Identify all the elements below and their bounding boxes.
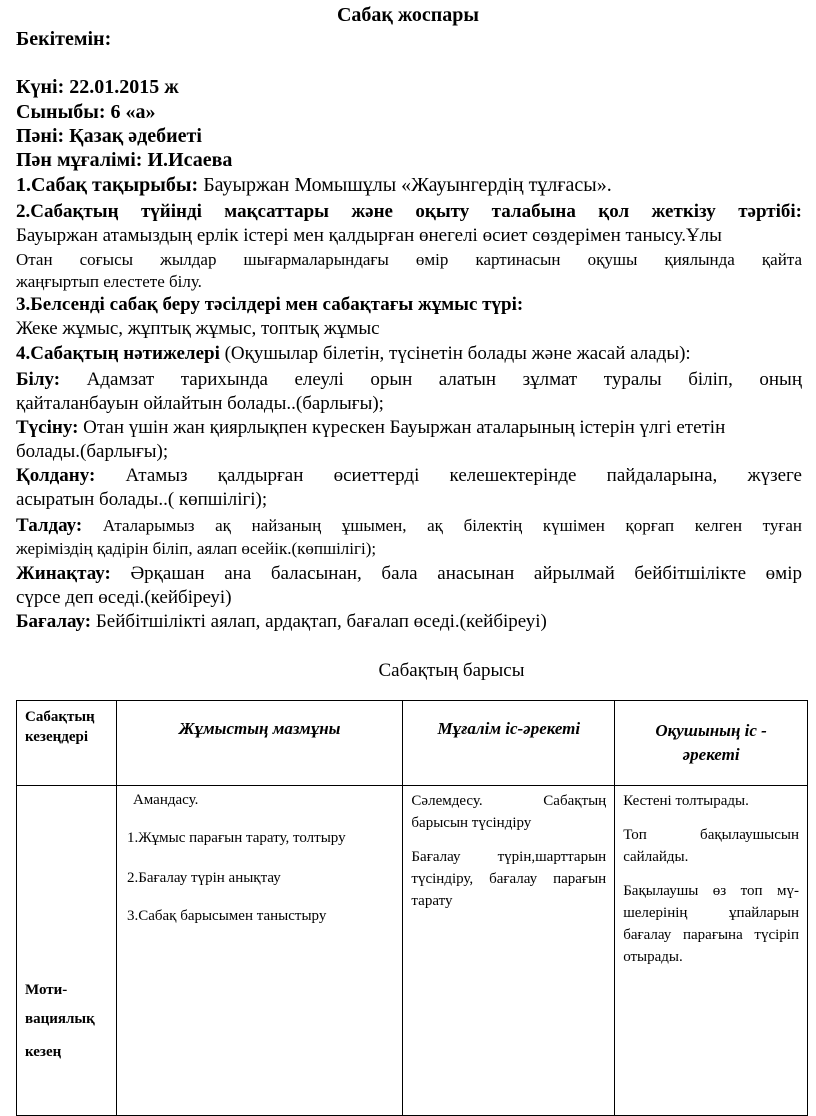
understand-line-1 [16, 417, 802, 439]
table-row [17, 786, 808, 1116]
analyze-line-2: жеріміздің қадірін біліп, аялап өсейік.(көпшілігі); [16, 539, 377, 558]
know-line-1 [16, 369, 802, 391]
results-label: 4.Сабақтың нәтижелері [16, 343, 220, 364]
know-label: Білу: [16, 369, 61, 390]
header-student-cell [615, 701, 808, 786]
synthesize-line-2: сүрсе деп өседі.(кейбіреуі) [16, 587, 232, 608]
goals-line-2: Отан соғысы жылдар шығармаларындағы өмір картинасын оқушы қиялында қайта [16, 250, 802, 269]
content-item: 3.Сабақ барысымен таныстыру [126, 908, 327, 924]
goals-line-1: Бауыржан атамыздың ерлік істері мен қалдырған өнегелі өсиет сөздерімен танысу.Ұлы [16, 225, 722, 246]
apply-line-1 [16, 465, 802, 487]
content-item: 1.Жұмыс парағын тарату, толтыру [126, 830, 346, 846]
goals-label: 2.Сабақтың түйінді мақсаттары және оқыту талабына қол жеткізу тәртібі: [16, 201, 802, 222]
header-teacher-cell [403, 701, 615, 786]
teacher-text-1: Сәлемдесу. Сабақтың барысын түсіндіру [411, 793, 607, 831]
analyze-line-1 [16, 515, 802, 537]
header-content: Жұмыстың мазмұны [178, 719, 341, 738]
results-text: (Оқушылар білетін, түсінетін болады және жасай алады): [219, 343, 691, 364]
content-item: 2.Бағалау түрін анықтау [126, 870, 281, 886]
lesson-subject: Пәні: Қазақ әдебиеті [16, 125, 202, 147]
stage-label [25, 976, 95, 1067]
stage-line-2: вациялық [25, 1011, 95, 1027]
header-content-cell [116, 701, 402, 786]
student-text-2: Топ бақылаушысын сайлайды. [623, 827, 799, 865]
content-item: Амандасу. [132, 792, 199, 808]
header-student-line-1: Оқушының іс - [655, 721, 767, 740]
apply-line-2: асыратын болады..( көпшілігі); [16, 489, 268, 510]
header-stage-cell [17, 701, 117, 786]
methods-label: 3.Белсенді сабақ беру тәсілдері мен сабақтағы жұмыс түрі: [16, 294, 524, 315]
evaluate-label: Бағалау: [16, 611, 92, 632]
results-heading [16, 343, 802, 365]
header-teacher: Мұғалім іс-әрекеті [437, 719, 581, 738]
stage-cell [17, 786, 117, 1116]
goals-line-3: жаңғыртып елестете білу. [16, 272, 202, 291]
header-student [615, 701, 807, 767]
evaluate-line [16, 611, 802, 633]
student-text-3: Бақылаушы өз топ мү-шелерінің ұпайларын бағалау парағына түсіріп отырады. [623, 883, 799, 965]
apply-text: Атамыз қалдырған өсиеттерді келешектерінде пайдаларына, жүзеге [95, 465, 802, 486]
stage-line-1: Моти- [25, 982, 68, 998]
progress-title: Сабақтың барысы [378, 660, 525, 681]
apply-label: Қолдану: [16, 465, 96, 486]
know-line-2: қайталанбауын ойлайтын болады..(барлығы); [16, 393, 384, 414]
page-title: Сабақ жоспары [336, 4, 480, 26]
teacher-activities [403, 786, 614, 912]
understand-line-2: болады.(барлығы); [16, 441, 169, 462]
understand-text: Отан үшін жан қиярлықпен күрескен Бауыржан аталарының істерін үлгі ететін [78, 417, 726, 438]
lesson-table [16, 700, 808, 1116]
student-cell [615, 786, 808, 1116]
header-stage: Сабақтың кезеңдері [25, 709, 95, 745]
header-student-line-2: әрекеті [682, 745, 740, 764]
teacher-cell [403, 786, 615, 1116]
approval-label: Бекітемін: [16, 28, 112, 50]
teacher-text-2: Бағалау түрін,шарттарын түсіндіру, бағалау парағын тарату [411, 849, 607, 909]
student-activities [615, 786, 807, 968]
table-header-row [17, 701, 808, 786]
evaluate-text: Бейбітшілікті аялап, ардақтап, бағалап өседі.(кейбіреуі) [91, 611, 547, 632]
content-list [117, 786, 402, 926]
synthesize-line-1 [16, 563, 802, 585]
synthesize-label: Жинақтау: [16, 563, 111, 584]
understand-label: Түсіну: [16, 417, 79, 438]
lesson-grade: Сыныбы: 6 «а» [16, 101, 156, 123]
methods-text: Жеке жұмыс, жұптық жұмыс, топтық жұмыс [16, 318, 380, 339]
know-text: Адамзат тарихында елеулі орын алатын зұлмат туралы біліп, оның [60, 369, 802, 390]
analyze-label: Талдау: [16, 515, 83, 536]
lesson-teacher: Пән мұғалімі: И.Исаева [16, 149, 233, 171]
synthesize-text: Әрқашан ана баласынан, бала анасынан айрылмай бейбітшілікте өмір [110, 563, 802, 584]
lesson-topic [16, 174, 802, 197]
topic-label: 1.Сабақ тақырыбы: [16, 174, 199, 196]
student-text-1: Кестені толтырады. [623, 793, 749, 809]
analyze-text: Аталарымыз ақ найзаның ұшымен, ақ білектің күшімен қорғап келген туған [82, 516, 802, 535]
lesson-date: Күні: 22.01.2015 ж [16, 76, 179, 98]
topic-text: Бауыржан Момышұлы «Жауынгердің тұлғасы». [198, 174, 612, 196]
content-cell [116, 786, 402, 1116]
stage-line-3: кезең [25, 1044, 62, 1060]
